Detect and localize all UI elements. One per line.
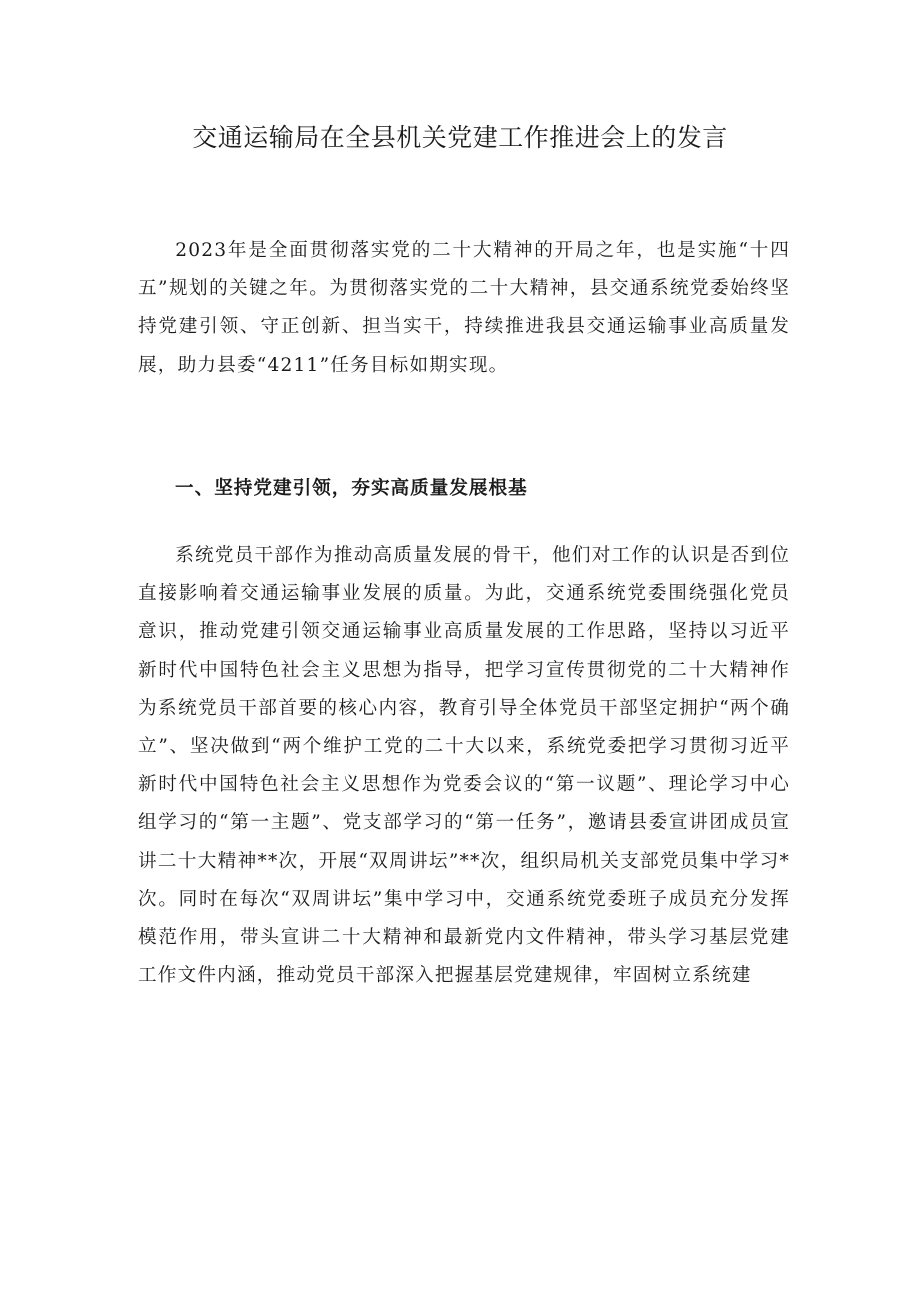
section-1-paragraph: 系统党员干部作为推动高质量发展的骨干，他们对工作的认识是否到位直接影响着交通运输事业发展的质量。为此，交通系统党委围绕强化党员意识，推动党建引领交通运输事业高质量发展的工作思路，坚持以习近平新时代中国特色社会主义思想为指导，把学习宣传贯彻党的二十大精神作为系统党员干部首要的核心内容，教育引导全体党员干部坚定拥护“两个确立”、坚决做到“两个维护工党的二十大以来，系统党委把学习贯彻习近平新时代中国特色社会主义思想作为党委会议的“第一议题”、理论学习中心组学习的“第一主题”、党支部学习的“第一任务”，邀请县委宣讲团成员宣讲二十大精神**次，开展“双周讲坛”**次，组织局机关支部党员集中学习*次。同时在每次“双周讲坛”集中学习中，交通系统党委班子成员充分发挥模范作用，带头宣讲二十大精神和最新党内文件精神，带头学习基层党建工作文件内涵，推动党员干部深入把握基层党建规律，牢固树立系统建: [138, 545, 790, 987]
document-title: 交通运输局在全县机关党建工作推进会上的发言: [192, 123, 728, 152]
intro-paragraph: 2023年是全面贯彻落实党的二十大精神的开局之年，也是实施“十四五”规划的关键之年。为贯彻落实党的二十大精神，县交通系统党委始终坚持党建引领、守正创新、担当实干，持续推进我县交通运输事业高质量发展，助力县委“4211”任务目标如期实现。: [138, 240, 790, 376]
section-1-heading: 一、坚持党建引领，夯实高质量发展根基: [175, 478, 528, 499]
